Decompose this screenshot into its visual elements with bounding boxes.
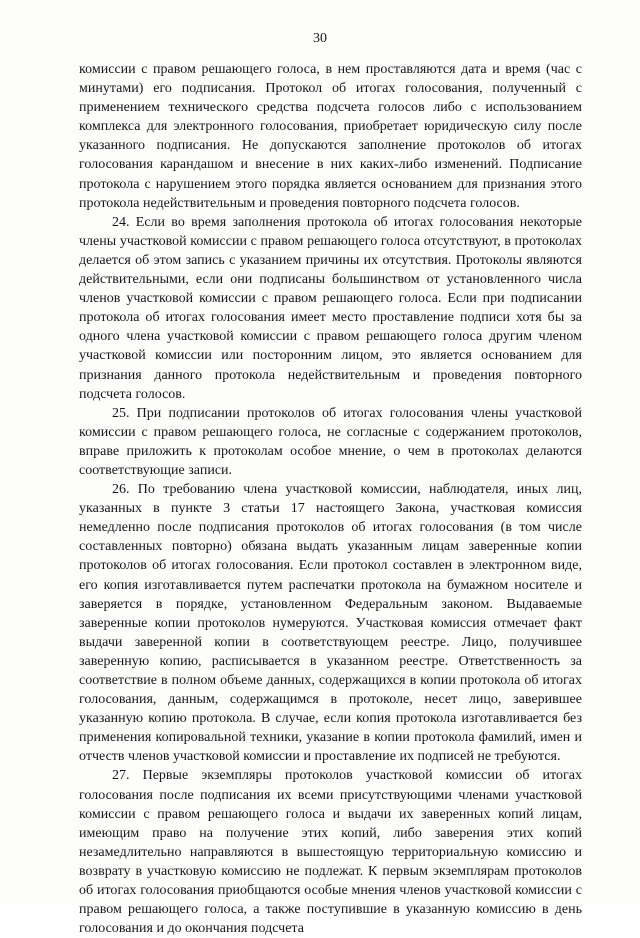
paragraph-25: 25. При подписании протоколов об итогах голосования члены участковой комиссии с правом решающего голоса, не согласные с содержанием протоколов, вправе приложить к протоколам особое мнение, о чем в протоколах делаются соответствующие записи. bbox=[79, 405, 582, 478]
paragraph-26: 26. По требованию члена участковой комиссии, наблюдателя, иных лиц, указанных в пункте 3 статьи 17 настоящего Закона, участковая комиссия немедленно после подписания протоколов об итогах голосования (в том числе составленных повторно) обязана выдать указанным лицам заверенные копии протоколов об итогах голосования. Если протокол составлен в электронном виде, его копия изготавливается путем распечатки протокола на бумажном носителе и заверяется в порядке, установленном Федеральным законом. Выдаваемые заверенные копии протоколов нумеруются. Участковая комиссия отмечает факт выдачи заверенной копии в соответствующем реестре. Лицо, получившее заверенную копию, расписывается в указанном реестре. Ответственность за соответствие в полном объеме данных, содержащихся в копии протокола об итогах голосования, данным, содержащимся в протоколе, несет лицо, заверившее указанную копию протокола. В случае, если копия протокола изготавливается без применения копировальной техники, указание в копии протокола фамилий, имен и отчеств членов участковой комиссии и проставление их подписей не требуются. bbox=[79, 482, 582, 765]
document-body bbox=[79, 60, 582, 938]
paragraph-27: 27. Первые экземпляры протоколов участковой комиссии об итогах голосования после подписания их всеми присутствующими членами участковой комиссии с правом решающего голоса и выдачи их заверенных копий лицам, имеющим право на получение этих копий, либо заверения этих копий незамедлительно направляются в вышестоящую территориальную комиссию и возврату в участковую комиссию не подлежат. К первым экземплярам протоколов об итогах голосования приобщаются особые мнения членов участковой комиссии с правом решающего голоса, а также поступившие в указанную комиссию в день голосования и до окончания подсчета bbox=[79, 768, 582, 937]
page-number: 30 bbox=[313, 31, 327, 46]
paragraph-continuation: комиссии с правом решающего голоса, в нем проставляются дата и время (час с минутами) его подписания. Протокол об итогах голосования, полученный с применением технического средства подсчета голосов либо с использованием комплекса для электронного голосования, приобретает юридическую силу после указанного подписания. Не допускаются заполнение протоколов об итогах голосования карандашом и внесение в них каких-либо изменений. Подписание протокола с нарушением этого порядка является основанием для признания этого протокола недействительным и проведения повторного подсчета голосов. bbox=[79, 62, 582, 211]
paragraph-24: 24. Если во время заполнения протокола об итогах голосования некоторые члены участковой комиссии с правом решающего голоса отсутствуют, в протоколах делается об этом запись с указанием причины их отсутствия. Протоколы являются действительными, если они подписаны большинством от установленного числа членов участковой комиссии с правом решающего голоса. Если при подписании протокола об итогах голосования имеет место проставление подписи хотя бы за одного члена участковой комиссии с правом решающего голоса другим членом участковой комиссии или посторонним лицом, это является основанием для признания данного протокола недействительным и проведения повторного подсчета голосов. bbox=[79, 214, 582, 402]
